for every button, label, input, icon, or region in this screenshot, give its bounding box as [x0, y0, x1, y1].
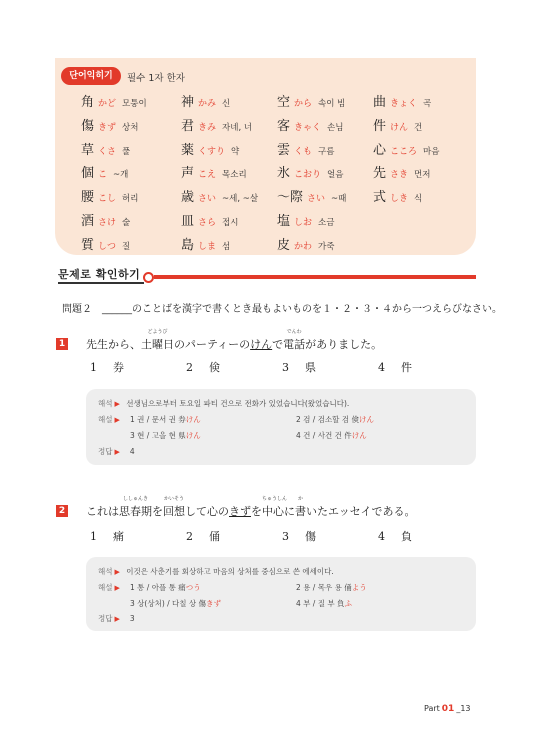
vocab-reading: しお [294, 218, 313, 228]
q1-expl-line-4 [296, 430, 367, 441]
expl-reading: ふ [344, 599, 352, 608]
vocab-reading: さき [390, 170, 409, 181]
expl-reading: きず [206, 599, 222, 608]
vocab-reading: きず [98, 122, 117, 133]
q1-word-1 [141, 329, 174, 352]
vocab-reading: くさ [98, 146, 117, 157]
vocab-item [277, 94, 345, 113]
q1-word-2 [283, 329, 306, 352]
q1-choice-3[interactable] [282, 359, 316, 375]
vocab-item [277, 165, 343, 184]
choice-number: 2 [186, 361, 193, 374]
q2-word-2-text: 回想 [163, 505, 185, 518]
vocab-kanji: 歳 [181, 190, 195, 206]
q2-furigana-3: ちゅうしん [262, 496, 288, 502]
expl-reading: けん [351, 431, 367, 440]
vocab-item [277, 189, 346, 208]
q2-text-pre: これは [86, 505, 119, 518]
vocab-kanji: 先 [373, 166, 387, 182]
question-2-explanation-box [86, 557, 476, 631]
q1-text-mid1: のパーティーの [174, 338, 251, 351]
vocab-meaning: 가죽 [318, 241, 335, 252]
vocab-title: 필수 1자 한자 [127, 73, 185, 84]
vocab-meaning: 술 [122, 218, 131, 228]
vocab-item [277, 213, 334, 232]
footer-part-number: 01 [441, 704, 455, 714]
vocab-meaning: 접시 [222, 218, 239, 228]
q1-word-2-text: 電話 [283, 338, 306, 351]
vocab-meaning: 풀 [122, 146, 131, 157]
vocab-reading: こころ [390, 146, 418, 157]
vocab-item [181, 94, 230, 113]
vocab-reading: こ [98, 170, 108, 181]
vocab-item [181, 189, 258, 208]
q1-expl-line-1 [130, 414, 201, 425]
vocab-kanji: 薬 [181, 142, 195, 158]
choice-number: 4 [378, 530, 385, 543]
translation-text: 선생님으로부터 토요일 파티 건으로 전화가 있었습니다(왔었습니다). [126, 399, 350, 408]
vocab-meaning: 자네, 너 [222, 122, 253, 133]
vocab-reading: こえ [198, 170, 217, 181]
vocab-meaning: 손님 [327, 122, 344, 133]
q1-expl-line-3 [130, 430, 201, 441]
vocab-kanji: 曲 [373, 95, 387, 110]
q1-word-1-text: 土曜日 [141, 338, 174, 351]
choice-number: 2 [186, 530, 193, 543]
vocab-meaning: 마음 [423, 146, 440, 157]
vocab-reading: さい [307, 194, 326, 205]
vocab-box [55, 58, 476, 255]
arrow-icon: ▶ [114, 568, 120, 576]
q1-text-mid2: で [272, 338, 284, 351]
vocab-reading: かわ [294, 241, 313, 252]
vocab-meaning: 얼음 [327, 170, 344, 181]
q2-text-mid4: に [284, 505, 295, 518]
vocab-kanji: 氷 [277, 166, 291, 182]
vocab-tag: 단어익히기 [61, 67, 121, 85]
vocab-kanji: 式 [373, 190, 387, 206]
answer-value: 3 [129, 614, 135, 623]
question-1-number: 1 [56, 338, 68, 350]
vocab-kanji: 客 [277, 118, 291, 134]
expl-kanji: 4 건 / 사건 건 件 [296, 431, 352, 440]
explanation-label: 해설 [98, 583, 113, 592]
q2-answer-row [98, 613, 135, 624]
vocab-meaning: 상처 [122, 122, 139, 133]
choice-text: 負 [401, 530, 412, 543]
question-2-number: 2 [56, 505, 68, 517]
instruction-label: 問題２ [62, 304, 92, 315]
q2-translation-row [98, 566, 334, 577]
vocab-item [277, 237, 334, 256]
q2-furigana-2: かいそう [163, 496, 184, 502]
answer-label: 정답 [98, 614, 113, 623]
vocab-meaning: 식 [414, 194, 423, 205]
vocab-item [81, 118, 138, 137]
vocab-item [373, 94, 431, 113]
vocab-meaning: 곡 [423, 99, 432, 109]
vocab-reading: けん [390, 122, 409, 133]
question-1-text [86, 329, 383, 352]
vocab-reading: こおり [294, 170, 322, 181]
vocab-reading: さけ [98, 218, 117, 228]
vocab-item [81, 237, 130, 256]
choice-number: 3 [282, 530, 289, 543]
vocab-meaning: 모퉁이 [122, 99, 147, 109]
vocab-reading: から [294, 99, 313, 109]
q2-word-4-text: 書 [295, 505, 306, 518]
vocab-kanji: 塩 [277, 214, 291, 229]
vocab-item [181, 237, 230, 256]
vocab-reading: きみ [198, 122, 217, 133]
vocab-item [81, 165, 128, 184]
vocab-meaning: 속이 빔 [318, 99, 346, 109]
choice-text: 傷 [305, 530, 316, 543]
vocab-kanji: 声 [181, 166, 195, 182]
explanation-label: 해설 [98, 415, 113, 424]
q2-text-mid3: を [251, 505, 262, 518]
q1-translation-row [98, 398, 349, 409]
choice-text: 倹 [209, 361, 220, 374]
vocab-reading: くすり [198, 146, 226, 157]
vocab-reading: しま [198, 241, 217, 252]
section-title: 문제로 확인하기 [58, 268, 141, 281]
q2-word-1-text: 思春期 [119, 505, 152, 518]
vocab-reading: しき [390, 194, 409, 205]
vocab-meaning: 먼저 [414, 170, 431, 181]
expl-kanji: 4 부 / 질 부 負 [296, 599, 345, 608]
expl-reading: けん [185, 431, 201, 440]
q2-choice-4[interactable] [378, 528, 412, 544]
q1-furigana-1: どようび [147, 329, 168, 335]
section-red-rule [154, 275, 476, 279]
q2-word-3 [262, 496, 288, 519]
vocab-reading: しつ [98, 241, 117, 252]
q2-choice-1[interactable] [90, 528, 124, 544]
vocab-kanji: 君 [181, 118, 195, 134]
q2-furigana-1: ししゅんき [122, 496, 148, 502]
vocab-item [373, 165, 430, 184]
choice-text: 券 [113, 361, 124, 374]
q2-target-word: きず [229, 505, 251, 518]
translation-label: 해석 [98, 399, 113, 408]
q2-word-1 [119, 496, 152, 519]
vocab-item [373, 118, 422, 137]
q2-choice-3[interactable] [282, 528, 316, 544]
q2-text-mid2: して心の [185, 505, 229, 518]
vocab-meaning: ~때 [331, 194, 347, 205]
q2-word-4 [295, 496, 306, 519]
choice-text: 県 [305, 361, 316, 374]
vocab-reading: こし [98, 194, 117, 205]
choice-text: 俑 [209, 530, 220, 543]
expl-kanji: 1 권 / 문서 권 券 [130, 415, 186, 424]
instruction-text: ______のことばを漢字で書くとき最もよいものを１・２・３・４から一つえらびなさい。 [102, 304, 502, 315]
q2-text-post: いたエッセイである。 [306, 505, 416, 518]
question-1-explanation-box [86, 389, 476, 465]
vocab-reading: きょく [390, 99, 418, 109]
vocab-kanji: 草 [81, 142, 95, 158]
q1-text-post: がありました。 [305, 338, 383, 351]
q2-text-mid1: を [152, 505, 163, 518]
q1-text-pre: 先生から、 [86, 338, 141, 351]
vocab-meaning: 섬 [222, 241, 231, 252]
q1-expl-line-2 [296, 414, 374, 425]
arrow-icon: ▶ [114, 400, 120, 408]
vocab-item [373, 142, 439, 161]
arrow-icon: ▶ [114, 448, 120, 456]
vocab-reading: くも [294, 146, 313, 157]
vocab-meaning: 허리 [122, 194, 139, 205]
q1-choice-4[interactable] [378, 359, 412, 375]
arrow-icon: ▶ [114, 584, 120, 592]
question-2-text [86, 496, 416, 519]
vocab-item [81, 189, 138, 208]
vocab-item [181, 142, 239, 161]
vocab-kanji: 皿 [181, 214, 195, 229]
q2-word-3-text: 中心 [262, 505, 284, 518]
choice-number: 4 [378, 361, 385, 374]
vocab-kanji: 件 [373, 118, 387, 134]
vocab-kanji: 雲 [277, 142, 291, 158]
expl-kanji: 3 상(상처) / 다칠 상 傷 [130, 599, 207, 608]
choice-number: 1 [90, 361, 97, 374]
q1-explanation-label-row [98, 414, 120, 425]
vocab-meaning: 목소리 [222, 170, 247, 181]
instruction [62, 300, 502, 315]
vocab-reading: さら [198, 218, 217, 228]
vocab-kanji: 酒 [81, 214, 95, 229]
vocab-kanji: 神 [181, 95, 195, 110]
vocab-meaning: ~개 [113, 170, 129, 181]
q1-choice-2[interactable] [186, 359, 220, 375]
expl-reading: よう [351, 583, 367, 592]
vocab-item [81, 94, 147, 113]
vocab-kanji: 個 [81, 166, 95, 182]
choice-text: 件 [401, 361, 412, 374]
expl-kanji: 2 검 / 검소할 검 倹 [296, 415, 359, 424]
q1-furigana-2: でんわ [286, 329, 302, 335]
expl-kanji: 2 용 / 목우 용 俑 [296, 583, 352, 592]
footer-part-label: Part [424, 704, 440, 713]
vocab-item [277, 142, 334, 161]
answer-label: 정답 [98, 447, 113, 456]
vocab-kanji: 心 [373, 142, 387, 158]
vocab-reading: きゃく [294, 122, 322, 133]
section-underline [58, 282, 144, 284]
footer-page-number: _13 [456, 704, 471, 713]
vocab-meaning: 소금 [318, 218, 335, 228]
expl-reading: けん [358, 415, 374, 424]
vocab-meaning: 질 [122, 241, 131, 252]
vocab-kanji: 皮 [277, 237, 291, 253]
section-circle-icon [143, 272, 154, 283]
q2-furigana-4: か [297, 496, 303, 502]
vocab-item [181, 213, 238, 232]
vocab-meaning: ~세, ~살 [222, 194, 259, 205]
page-footer [424, 704, 471, 714]
q2-choice-2[interactable] [186, 528, 220, 544]
choice-number: 1 [90, 530, 97, 543]
expl-kanji: 3 현 / 고을 현 県 [130, 431, 186, 440]
vocab-reading: かみ [198, 99, 217, 109]
translation-text: 이것은 사춘기를 회상하고 마음의 상처를 중심으로 쓴 에세이다. [126, 567, 334, 576]
vocab-kanji: 角 [81, 95, 95, 110]
vocab-meaning: 구름 [318, 146, 335, 157]
q2-expl-line-3 [130, 598, 221, 609]
arrow-icon: ▶ [114, 615, 120, 623]
vocab-meaning: 약 [231, 146, 240, 157]
q2-expl-line-2 [296, 582, 367, 593]
choice-number: 3 [282, 361, 289, 374]
q2-explanation-label-row [98, 582, 120, 593]
vocab-item [181, 118, 252, 137]
expl-reading: けん [185, 415, 201, 424]
vocab-kanji: 空 [277, 95, 291, 110]
vocab-meaning: 건 [414, 122, 423, 133]
choice-text: 痛 [113, 530, 124, 543]
q2-expl-line-1 [130, 582, 201, 593]
q2-expl-line-4 [296, 598, 352, 609]
vocab-item [181, 165, 247, 184]
vocab-kanji: ～際 [277, 190, 304, 206]
answer-value: 4 [129, 447, 135, 456]
vocab-meaning: 신 [222, 99, 231, 109]
q1-choice-1[interactable] [90, 359, 124, 375]
vocab-kanji: 質 [81, 237, 95, 253]
vocab-reading: さい [198, 194, 217, 205]
vocab-kanji: 島 [181, 237, 195, 253]
vocab-item [81, 213, 130, 232]
expl-kanji: 1 통 / 아플 통 痛 [130, 583, 186, 592]
vocab-item [373, 189, 422, 208]
expl-reading: つう [185, 583, 201, 592]
vocab-kanji: 腰 [81, 190, 95, 206]
arrow-icon: ▶ [114, 416, 120, 424]
q1-answer-row [98, 446, 135, 457]
translation-label: 해석 [98, 567, 113, 576]
vocab-reading: かど [98, 99, 117, 109]
q2-word-2 [163, 496, 185, 519]
vocab-item [277, 118, 343, 137]
q1-target-word: けん [250, 338, 273, 351]
vocab-kanji: 傷 [81, 118, 95, 134]
vocab-item [81, 142, 130, 161]
